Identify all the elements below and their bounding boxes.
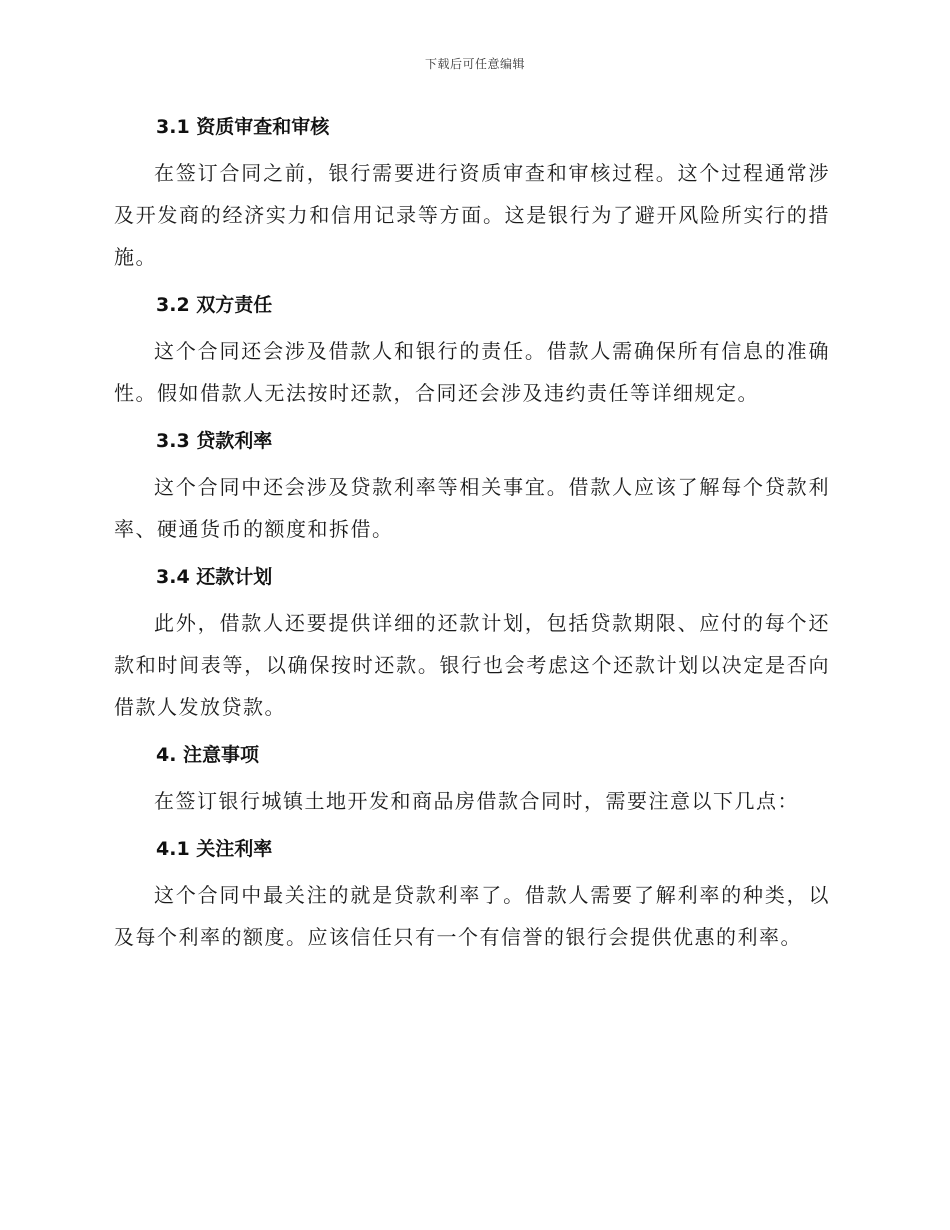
section-heading: 3.2 双方责任 [156, 294, 273, 316]
section-heading: 3.3 贷款利率 [156, 430, 273, 452]
section-paragraph: 在签订合同之前，银行需要进行资质审查和审核过程。这个过程通常涉及开发商的经济实力和信用记录等方面。这是银行为了避开风险所实行的措施。 [114, 161, 830, 269]
section-heading: 4.1 关注利率 [156, 838, 273, 860]
section-3-4 [114, 562, 830, 740]
page-header: 下载后可任意编辑 [424, 57, 525, 71]
section-paragraph: 这个合同中还会涉及贷款利率等相关事宜。借款人应该了解每个贷款利率、硬通货币的额度和拆借。 [114, 475, 830, 541]
section-paragraph: 这个合同中最关注的就是贷款利率了。借款人需要了解利率的种类，以及每个利率的额度。应该信任只有一个有信誉的银行会提供优惠的利率。 [114, 883, 830, 949]
section-heading: 4. 注意事项 [156, 744, 260, 766]
section-3-3 [114, 426, 830, 562]
section-4-1 [114, 834, 830, 958]
document-body [114, 112, 830, 958]
section-heading: 3.1 资质审查和审核 [156, 116, 330, 138]
section-heading: 3.4 还款计划 [156, 566, 273, 588]
section-3-1 [114, 112, 830, 290]
section-paragraph: 在签订银行城镇土地开发和商品房借款合同时，需要注意以下几点： [154, 789, 799, 813]
section-4 [114, 740, 830, 834]
section-3-2 [114, 290, 830, 426]
section-paragraph: 这个合同还会涉及借款人和银行的责任。借款人需确保所有信息的准确性。假如借款人无法按时还款，合同还会涉及违约责任等详细规定。 [114, 339, 830, 405]
section-paragraph: 此外，借款人还要提供详细的还款计划，包括贷款期限、应付的每个还款和时间表等，以确保按时还款。银行也会考虑这个还款计划以决定是否向借款人发放贷款。 [114, 611, 830, 719]
